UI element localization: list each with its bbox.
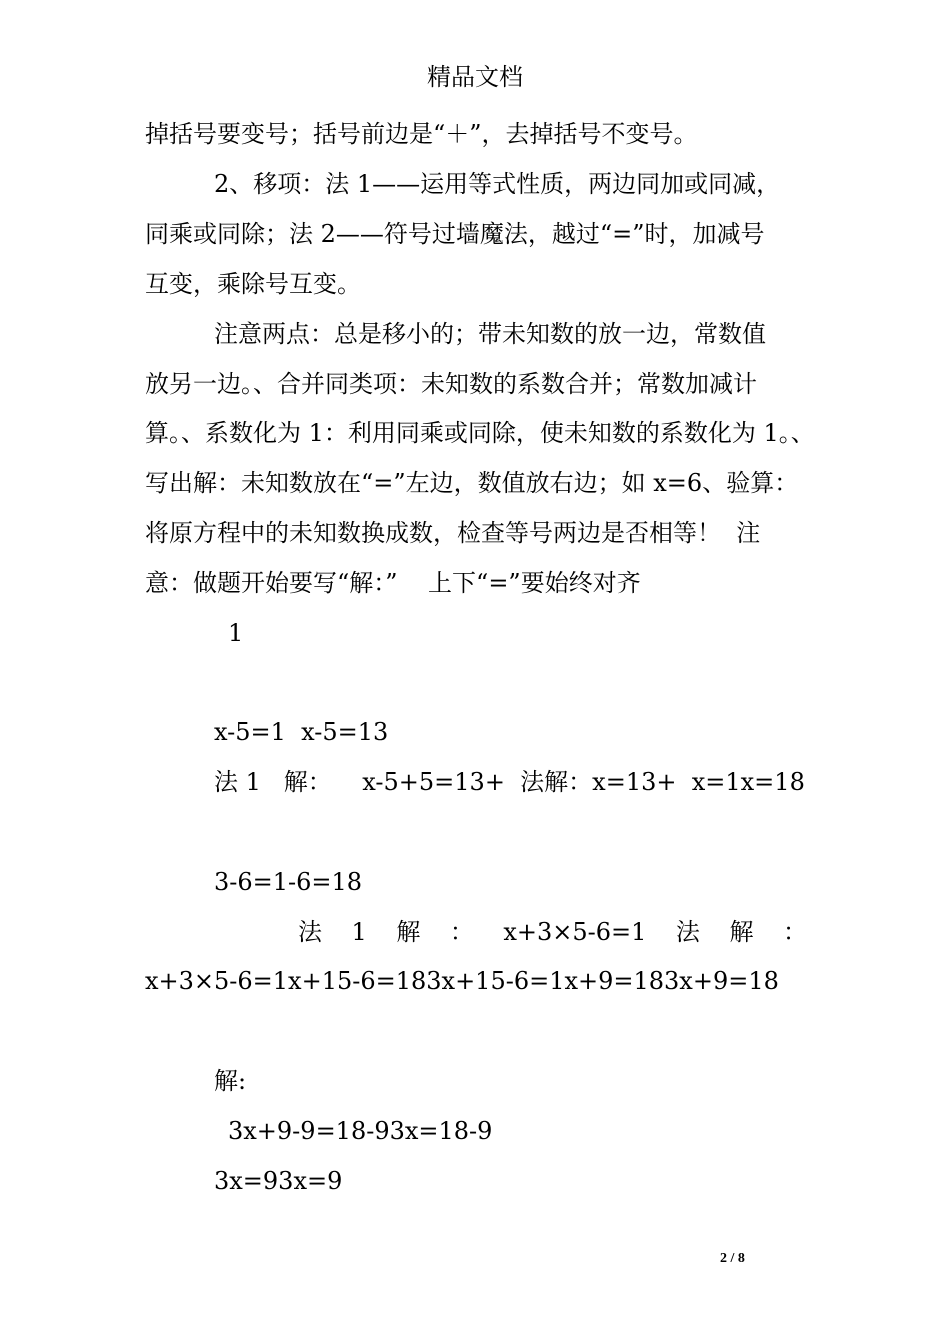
paragraph-line: 掉括号要变号；括号前边是“＋”，去掉括号不变号。 xyxy=(145,120,698,148)
paragraph-line: 互变，乘除号互变。 xyxy=(145,270,361,298)
solution-step: 3x=93x=9 xyxy=(214,1167,343,1195)
solve-label: 解: xyxy=(214,1067,247,1095)
solution-part: 法 xyxy=(298,918,322,946)
equation-line: x-5=1 x-5=13 xyxy=(214,718,389,746)
solution-step: 3x+9-9=18-93x=18-9 xyxy=(228,1117,493,1145)
page-header-title: 精品文档 xyxy=(427,63,523,91)
solution-part: ： xyxy=(782,918,807,946)
solution-part: 解 xyxy=(729,918,754,946)
solution-part: 解 xyxy=(396,918,421,946)
paragraph-line: 同乘或同除；法 2——符号过墙魔法，越过“=”时，加减号 xyxy=(145,220,765,248)
paragraph-line: 2、移项：法 1——运用等式性质，两边同加或同减， xyxy=(214,170,781,198)
solution-line-justified xyxy=(145,917,807,947)
solution-part: 1 xyxy=(351,918,367,946)
example-marker: 1 xyxy=(228,619,244,647)
paragraph-line: 注意两点：总是移小的；带未知数的放一边，常数值 xyxy=(214,320,766,348)
solution-line: 法 1 解： x-5+5=13+ 法解：x=13+ x=1x=18 xyxy=(214,768,805,796)
paragraph-line: 将原方程中的未知数换成数，检查等号两边是否相等！ 注 xyxy=(145,519,761,547)
solution-part: x+3×5-6=1 xyxy=(503,918,647,946)
paragraph-line: 意：做题开始要写“解：” 上下“=”要始终对齐 xyxy=(145,569,641,597)
solution-line: x+3×5-6=1x+15-6=183x+15-6=1x+9=183x+9=18 xyxy=(145,967,779,995)
solution-part: 法 xyxy=(675,918,700,946)
page-number: 2 / 8 xyxy=(720,1251,745,1266)
paragraph-line: 算。、系数化为 1：利用同乘或同除，使未知数的系数化为 1。、 xyxy=(145,419,815,447)
solution-part: ： xyxy=(449,918,474,946)
equation-line: 3-6=1-6=18 xyxy=(214,868,363,896)
paragraph-line: 写出解：未知数放在“=”左边，数值放右边；如 x=6、验算： xyxy=(145,469,799,497)
paragraph-line: 放另一边。、合并同类项：未知数的系数合并；常数加减计 xyxy=(145,370,757,398)
